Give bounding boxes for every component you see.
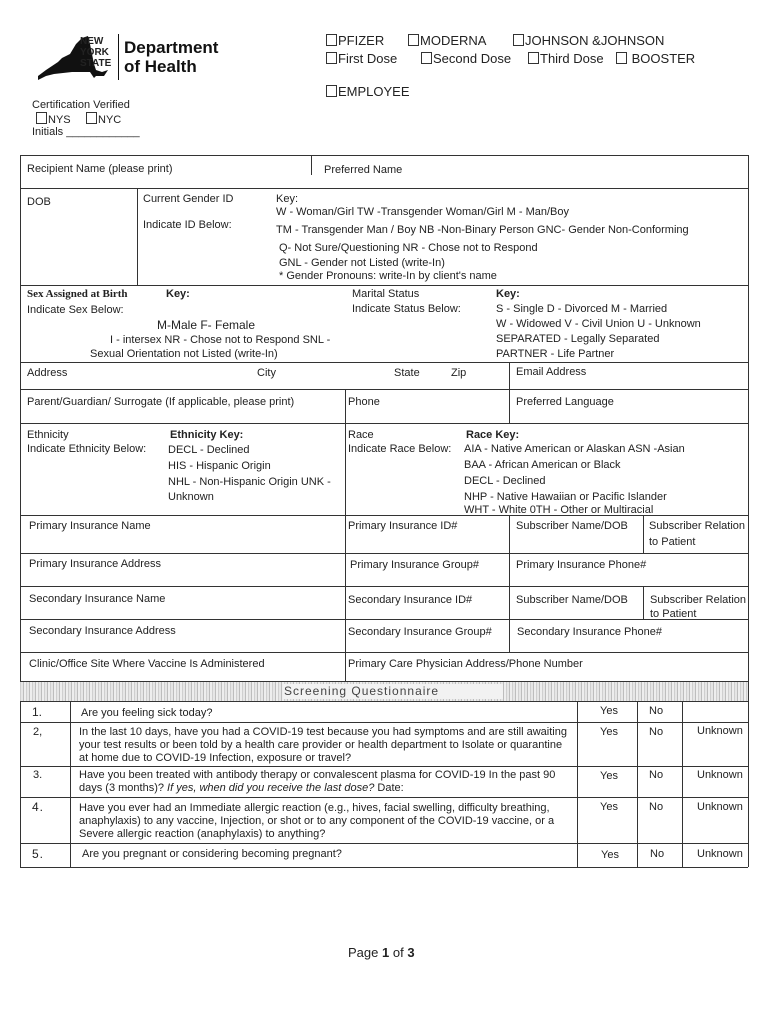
checkbox-icon[interactable]: [616, 52, 627, 64]
logo-line-department: Department: [124, 38, 219, 57]
checkbox-icon[interactable]: [36, 112, 47, 124]
gender-key-line2: TM - Transgender Man / Boy NB -Non-Binary Person GNC- Gender Non-Conforming: [276, 224, 689, 236]
question-text: Have you been treated with antibody therapy or convalescent plasma for COVID-19 In the past 90 days (3 months)?: [79, 769, 556, 794]
ethnicity-key-line4: Unknown: [168, 491, 214, 503]
race-key-line1: AIA - Native American or Alaskan ASN -Asian: [464, 443, 685, 455]
gender-current-label: Current Gender ID: [143, 193, 234, 205]
initials-field[interactable]: Initials ____________: [32, 126, 140, 138]
question-number: 1.: [32, 705, 43, 719]
pcp-label[interactable]: Primary Care Physician Address/Phone Number: [348, 658, 583, 670]
question-text-italic: If yes, when did you receive the last dose?: [167, 782, 375, 794]
primary-insurance-name-label[interactable]: Primary Insurance Name: [29, 520, 151, 532]
subscriber-relation-label-2: to Patient: [649, 536, 696, 548]
dose-booster[interactable]: BOOSTER: [616, 51, 695, 66]
answer-no[interactable]: No: [649, 769, 664, 781]
checkbox-icon[interactable]: [86, 112, 97, 124]
preferred-language-label[interactable]: Preferred Language: [516, 396, 614, 408]
question-number: 5.: [32, 847, 45, 861]
phone-label[interactable]: Phone: [348, 396, 380, 408]
address-label[interactable]: Address: [27, 367, 68, 379]
answer-unknown[interactable]: Unknown: [697, 769, 743, 781]
screening-header-band: [20, 682, 748, 701]
question-text: Are you pregnant or considering becoming pregnant?: [82, 848, 342, 860]
screening-title: Screening Questionnaire: [284, 684, 440, 698]
checkbox-icon[interactable]: [528, 52, 539, 64]
marital-key-line1: S - Single D - Divorced M - Married: [496, 303, 668, 315]
gender-key-line1: W - Woman/Girl TW -Transgender Woman/Girl M - Man/Boy: [276, 206, 569, 218]
secondary-subscriber-relation-label[interactable]: Subscriber Relation: [650, 594, 746, 606]
question-number: 2,: [33, 726, 43, 738]
answer-yes[interactable]: Yes: [600, 801, 618, 813]
marital-key-label: Key:: [496, 288, 520, 300]
answer-unknown[interactable]: Unknown: [697, 848, 743, 860]
subscriber-name-dob-label[interactable]: Subscriber Name/DOB: [516, 520, 628, 532]
recipient-name-label[interactable]: Recipient Name (please print): [27, 163, 173, 175]
dob-label[interactable]: DOB: [27, 196, 51, 208]
race-key-line4: NHP - Native Hawaiian or Pacific Islander: [464, 491, 667, 503]
question-text: Have you ever had an Immediate allergic reaction (e.g., hives, facial swelling, difficulty breathing, anaphylaxis) to any vaccine, Injection, or shot or to any component of the COVID-19 vaccine, or a Severe allergic reaction (anaphylaxis) to anything?: [79, 802, 555, 840]
answer-yes[interactable]: Yes: [601, 849, 619, 861]
marital-key-line2: W - Widowed V - Civil Union U - Unknown: [496, 318, 701, 330]
question-number: 4.: [32, 800, 45, 814]
answer-no[interactable]: No: [649, 801, 664, 813]
gender-key-line4: GNL - Gender not Listed (write-In): [279, 257, 445, 269]
logo-state-text: [80, 36, 111, 69]
secondary-subscriber-relation-label-2: to Patient: [650, 608, 697, 620]
subscriber-relation-label[interactable]: Subscriber Relation: [649, 520, 745, 532]
logo-line-york: YORK: [80, 47, 109, 58]
dose-first[interactable]: First Dose: [326, 51, 397, 66]
ethnicity-key-label: Ethnicity Key:: [170, 429, 244, 441]
sex-key-mf: M-Male F- Female: [157, 318, 256, 332]
sex-key-line2: I - intersex NR - Chose not to Respond SNL -: [110, 334, 331, 346]
cert-nys[interactable]: NYS: [36, 112, 71, 126]
secondary-subscriber-name-dob-label[interactable]: Subscriber Name/DOB: [516, 594, 628, 606]
ethnicity-key-line2: HIS - Hispanic Origin: [168, 460, 271, 472]
marital-indicate-label[interactable]: Indicate Status Below:: [352, 303, 461, 315]
gender-key-line3: Q- Not Sure/Questioning NR - Chose not to Respond: [279, 242, 538, 254]
clinic-site-label[interactable]: Clinic/Office Site Where Vaccine Is Administered: [29, 658, 265, 670]
secondary-insurance-phone-label[interactable]: Secondary Insurance Phone#: [517, 626, 662, 638]
primary-insurance-id-label[interactable]: Primary Insurance ID#: [348, 520, 458, 532]
preferred-name-label[interactable]: Preferred Name: [324, 164, 403, 176]
vaccine-moderna[interactable]: MODERNA: [408, 33, 486, 48]
secondary-insurance-name-label[interactable]: Secondary Insurance Name: [29, 593, 166, 605]
question-text: Are you feeling sick today?: [81, 707, 213, 719]
parent-label[interactable]: Parent/Guardian/ Surrogate (If applicable, please print): [27, 396, 295, 408]
race-label: Race: [348, 429, 374, 441]
secondary-insurance-group-label[interactable]: Secondary Insurance Group#: [348, 626, 492, 638]
sex-key-label: Key:: [166, 288, 190, 300]
answer-yes[interactable]: Yes: [600, 705, 618, 717]
ethnicity-key-line3: NHL - Non-Hispanic Origin UNK -: [168, 476, 331, 488]
answer-yes[interactable]: Yes: [600, 726, 618, 738]
race-key-line5: WHT - White 0TH - Other or Multiracial: [464, 504, 654, 516]
email-label[interactable]: Email Address: [516, 366, 587, 378]
sex-assigned-label: Sex Assigned at Birth: [27, 288, 128, 300]
ethnicity-indicate-label[interactable]: Indicate Ethnicity Below:: [27, 443, 147, 455]
logo-line-new: NEW: [80, 36, 104, 47]
race-indicate-label[interactable]: Indicate Race Below:: [348, 443, 452, 455]
checkbox-icon[interactable]: [326, 52, 337, 64]
marital-key-line3: SEPARATED - Legally Separated: [496, 333, 660, 345]
race-key-label: Race Key:: [466, 429, 520, 441]
answer-no[interactable]: No: [649, 705, 664, 717]
dose-third[interactable]: Third Dose: [528, 51, 604, 66]
secondary-insurance-id-label[interactable]: Secondary Insurance ID#: [348, 594, 473, 606]
question-text-date: Date:: [377, 782, 404, 794]
employee-option[interactable]: EMPLOYEE: [326, 84, 410, 99]
gender-key-line5: * Gender Pronouns: write-In by client's name: [279, 270, 497, 282]
answer-yes[interactable]: Yes: [600, 770, 618, 782]
answer-no[interactable]: No: [650, 848, 665, 860]
checkbox-icon[interactable]: [513, 34, 524, 46]
marital-key-line4: PARTNER - Life Partner: [496, 348, 615, 360]
sex-indicate-label[interactable]: Indicate Sex Below:: [27, 304, 124, 316]
logo-line-health: of Health: [124, 57, 197, 76]
marital-label: Marital Status: [352, 288, 420, 300]
city-label[interactable]: City: [257, 367, 276, 379]
question-number: 3.: [33, 769, 43, 781]
ethnicity-label: Ethnicity: [27, 429, 69, 441]
ethnicity-key-line1: DECL - Declined: [168, 444, 250, 456]
primary-insurance-address-label[interactable]: Primary Insurance Address: [29, 558, 162, 570]
dose-second[interactable]: Second Dose: [421, 51, 511, 66]
question-text-block: [79, 769, 569, 795]
secondary-insurance-address-label[interactable]: Secondary Insurance Address: [29, 625, 176, 637]
logo-dept-text: [124, 38, 218, 76]
cert-title: Certification Verified: [32, 99, 130, 111]
checkbox-icon[interactable]: [421, 52, 432, 64]
question-text: In the last 10 days, have you had a COVID-19 test because you had symptoms and are still awaiting your test results or been told by a health care provider or health department to Isolate or quarantine at home due to COVID-19 Infection, exposure or travel?: [79, 726, 567, 764]
vaccine-pfizer[interactable]: PFIZER: [326, 33, 384, 48]
primary-insurance-group-label[interactable]: Primary Insurance Group#: [350, 559, 479, 571]
vaccine-jnj[interactable]: JOHNSON &JOHNSON: [513, 33, 664, 48]
state-label[interactable]: State: [394, 367, 420, 379]
logo-line-state: STATE: [80, 58, 112, 69]
zip-label[interactable]: Zip: [451, 367, 467, 379]
checkbox-icon[interactable]: [326, 34, 337, 46]
nys-doh-logo: [32, 30, 232, 86]
cert-nyc[interactable]: NYC: [86, 112, 121, 126]
gender-indicate-label[interactable]: Indicate ID Below:: [143, 219, 232, 231]
answer-unknown[interactable]: Unknown: [697, 801, 743, 813]
answer-unknown[interactable]: Unknown: [697, 725, 743, 737]
sex-key-line3: Sexual Orientation not Listed (write-In): [90, 348, 278, 360]
primary-insurance-phone-label[interactable]: Primary Insurance Phone#: [516, 559, 647, 571]
page-indicator: Page 1 of 3: [348, 945, 415, 960]
race-key-line2: BAA - African American or Black: [464, 459, 621, 471]
gender-key-label: Key:: [276, 193, 299, 205]
answer-no[interactable]: No: [649, 726, 664, 738]
checkbox-icon[interactable]: [326, 85, 337, 97]
race-key-line3: DECL - Declined: [464, 475, 546, 487]
checkbox-icon[interactable]: [408, 34, 419, 46]
